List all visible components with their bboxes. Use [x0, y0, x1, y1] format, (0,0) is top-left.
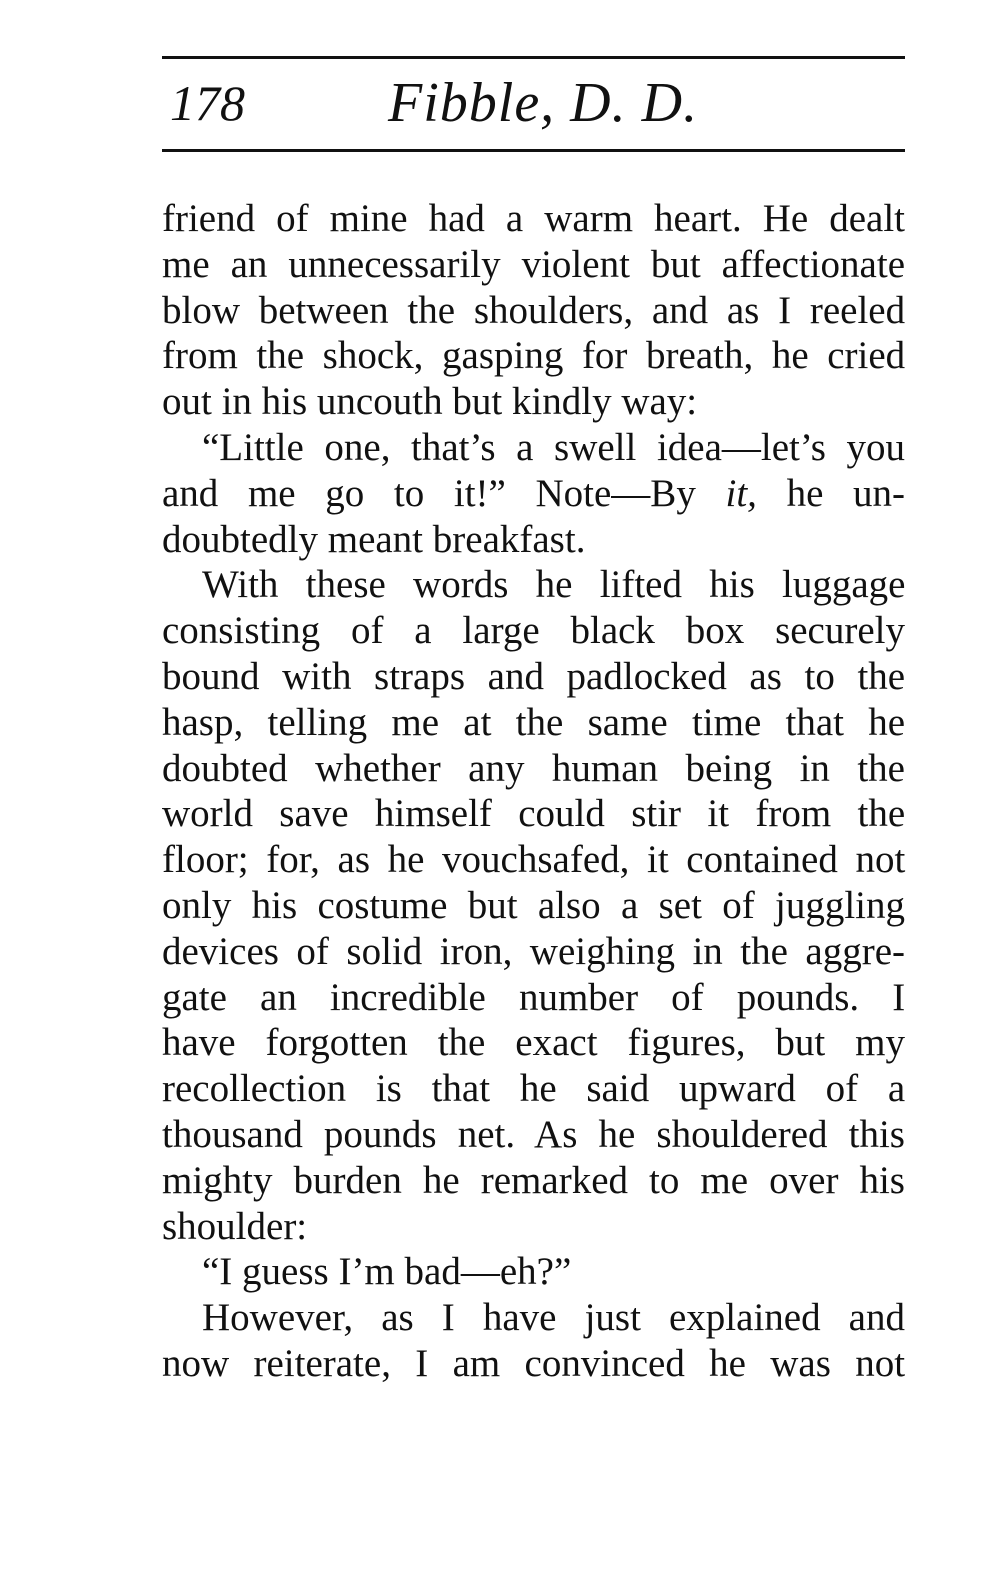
italic-word: it, [725, 471, 757, 515]
text-line: out in his uncouth but kindly way: [162, 380, 698, 424]
header-rule [162, 149, 905, 152]
text-line: now reiterate, I am convinced he was not [162, 1341, 906, 1385]
body-text [162, 196, 905, 1387]
text-line: “Little one, that’s a swell idea—let’s you [202, 425, 905, 469]
text-line: floor; for, as he vouchsafed, it contained not [162, 838, 906, 882]
text-line: blow between the shoulders, and as I reeled [162, 288, 906, 332]
text-line: shoulder: [162, 1204, 308, 1248]
book-page [162, 56, 905, 1387]
running-title: Fibble, D. D. [388, 72, 699, 134]
text-line: hasp, telling me at the same time that he [162, 700, 906, 744]
text-line: doubtedly meant breakfast. [162, 517, 586, 561]
running-header [162, 59, 905, 149]
text-line: only his costume but also a set of juggling [162, 883, 905, 927]
text-line: devices of solid iron, weighing in the aggre- [162, 929, 905, 973]
text-line: gate an incredible number of pounds. I [162, 975, 906, 1019]
text-line: doubted whether any human being in the [162, 746, 905, 790]
text-fragment: he un- [786, 471, 906, 515]
text-line: mighty burden he remarked to me over his [162, 1158, 905, 1202]
text-line: However, as I have just explained and [202, 1296, 905, 1340]
text-line-mixed [162, 471, 905, 517]
text-line: world save himself could stir it from the [162, 792, 906, 836]
text-line: bound with straps and padlocked as to the [162, 654, 906, 698]
text-line: have forgotten the exact figures, but my [162, 1021, 906, 1065]
text-line: me an unnecessarily violent but affectionate [162, 242, 905, 286]
text-fragment: and me go to it!” Note—By [162, 471, 696, 515]
text-line: “I guess I’m bad—eh?” [202, 1250, 572, 1294]
text-line: consisting of a large black box securely [162, 609, 905, 653]
text-line: thousand pounds net. As he shouldered this [162, 1112, 905, 1156]
page-number: 178 [170, 75, 245, 131]
text-line: With these words he lifted his luggage [202, 563, 906, 607]
text-line: from the shock, gasping for breath, he cried [162, 334, 906, 378]
text-line: friend of mine had a warm heart. He dealt [162, 197, 905, 240]
text-line: recollection is that he said upward of a [162, 1067, 906, 1111]
